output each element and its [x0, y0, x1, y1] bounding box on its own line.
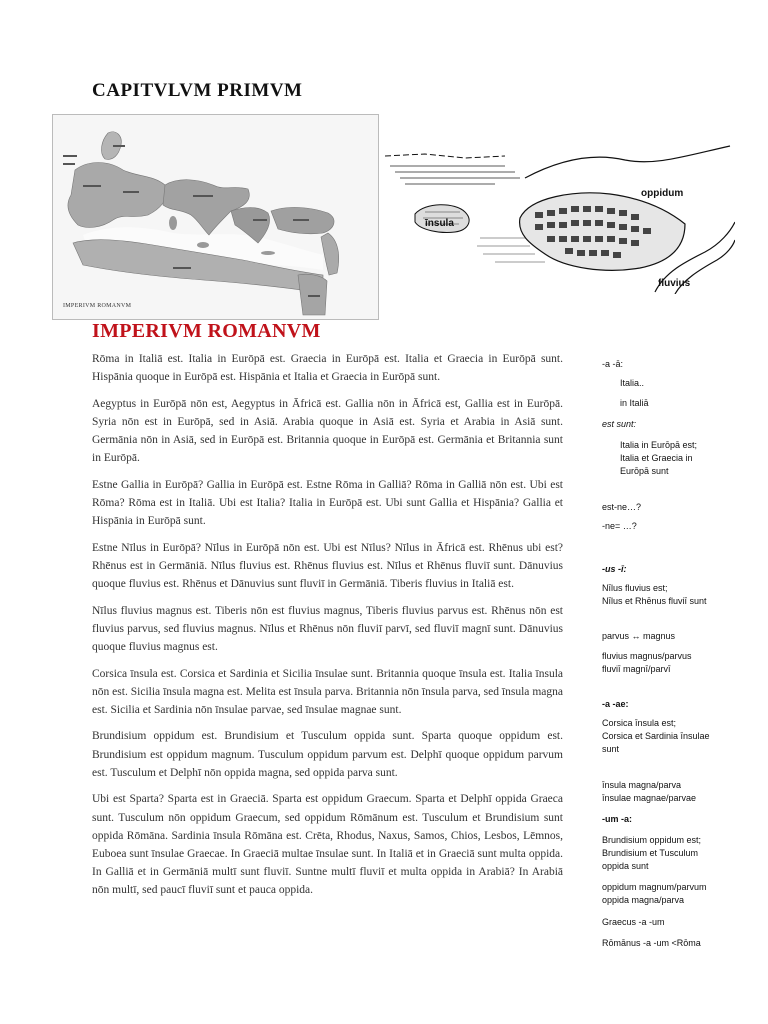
side-note: Italia.. [620, 378, 645, 388]
side-note: -ne= …? [602, 521, 637, 531]
paragraph: Estne Gallia in Eurōpā? Gallia in Eurōpā est. Estne Rōma in Galliā? Rōma in Galliā nōn est. Ubi est Rōma? Rōma est in Italiā. Ubi est Italia? Italia in Eurōpā est. Ubi sunt Gallia et Hispānia? Gallia et Hispānia in Eurōpā sunt. [92, 478, 563, 528]
side-note: oppida magna/parva [602, 895, 685, 905]
paragraph: Corsica īnsula est. Corsica et Sardinia et Sicilia īnsulae sunt. Britannia quoque īnsula est. Italia īnsula nōn est. Sicilia īnsula magna est. Melita est īnsula parva. Britannia nōn īnsula parva, sed īnsula magna est. Sicilia et Sardinia nōn īnsulae parvae, sed īnsulae magnae sunt. [92, 667, 563, 716]
side-note: Brundisium et Tusculum [602, 848, 699, 858]
label-insula: īnsula [425, 218, 454, 229]
town-island-river-sketch [385, 142, 735, 294]
side-note: in Italiā [620, 398, 649, 408]
side-note: Italia et Graecia in [620, 453, 693, 463]
side-note: -um -a: [602, 814, 632, 824]
side-note: fluviī magnī/parvī [602, 664, 671, 674]
section-title: IMPERIVM ROMANVM [92, 320, 321, 342]
label-oppidum: oppidum [641, 188, 684, 199]
paragraph: Rōma in Italiā est. Italia in Eurōpā est. Graecia in Eurōpā est. Italia et Graecia in Eurōpā sunt. Hispānia quoque in Eurōpā est. Hispānia et Italia et Graecia in Eurōpā sunt. [92, 353, 563, 384]
paragraph: Ubi est Sparta? Sparta est in Graeciā. Sparta est oppidum Graecum. Sparta et Delphī oppida Graeca sunt. Tusculum nōn oppidum Graecum, sed oppidum Rōmānum est. Tusculum et Brundisium sunt oppida Rōmāna. Sardinia īnsula Rōmāna est. Crēta, Rhodus, Naxus, Samos, Chios, Lesbos, Lēmnos, Euboea sunt īnsulae Graecae. In Graeciā multae īnsulae sunt. In Italiā et in Graeciā sunt multa oppida. In Galliā et in Germāniā multī sunt fluviī. Suntne multī fluviī et multa oppida in Arabiā? In Arabiā nōn multī, sed paucī fluviī sunt et pauca oppida. [92, 793, 563, 897]
side-note: Corsica īnsula est; [602, 718, 677, 728]
main-text [92, 350, 563, 908]
chapter-title: CAPITVLVM PRIMVM [92, 80, 303, 101]
side-note: parvus ↔ magnus [602, 631, 676, 641]
side-note: -us -ī: [602, 564, 627, 574]
side-note: est sunt: [602, 419, 637, 429]
side-note: est-ne…? [602, 502, 642, 512]
side-note: Rōmānus -a -um <Rōma [602, 938, 701, 948]
side-note: sunt [602, 744, 620, 754]
side-note: oppida sunt [602, 861, 649, 871]
side-note: -a -ae: [602, 699, 629, 709]
side-note: Corsica et Sardinia īnsulae [602, 731, 710, 741]
side-note: īnsulae magnae/parvae [602, 793, 697, 803]
side-note: Nīlus fluvius est; [602, 583, 668, 593]
roman-empire-map [52, 114, 379, 320]
side-note: Nīlus et Rhēnus fluviī sunt [602, 596, 707, 606]
paragraph: Estne Nīlus in Eurōpā? Nīlus in Eurōpā nōn est. Ubi est Nīlus? Nīlus in Āfricā est. Rhēnus ubi est? Rhēnus est in Germāniā. Nīlus fluvius est. Rhēnus fluvius est. Nīlus et Rhēnus fluviī sunt. Dānuvius quoque fluvius est. Rhēnus et Dānuvius sunt fluviī in Germāniā. Tiberis fluvius in Italiā est. [92, 541, 563, 591]
side-note: Graecus -a -um [602, 917, 665, 927]
side-note: fluvius magnus/parvus [602, 651, 692, 661]
label-fluvius: fluvius [658, 278, 691, 289]
paragraph: Nīlus fluvius magnus est. Tiberis nōn est fluvius magnus, Tiberis fluvius parvus est. Rhēnus nōn est fluvius parvus, sed fluvius magnus. Nīlus et Rhēnus nōn fluviī parvī, sed fluviī magnī sunt. Dānuvius quoque fluvius magnus est. [92, 604, 563, 654]
side-note: -a -ā: [602, 359, 624, 369]
map-caption: IMPERIVM ROMANVM [63, 303, 132, 309]
side-note: oppidum magnum/parvum [602, 882, 707, 892]
paragraph: Brundisium oppidum est. Brundisium et Tusculum oppida sunt. Sparta quoque oppidum est. Brundisium est oppidum magnum. Tusculum oppidum parvum est. Delphī quoque oppidum parvum est. Tusculum et Delphī nōn oppida magna, sed oppida parva sunt. [92, 730, 563, 779]
side-note: īnsula magna/parva [602, 780, 682, 790]
paragraph: Aegyptus in Eurōpā nōn est, Aegyptus in Āfricā est. Gallia nōn in Āfricā est, Gallia est in Eurōpā. Syria nōn est in Eurōpā, sed in Asiā. Arabia quoque in Asiā est. Syria et Arabia in Asiā sunt. Germānia nōn in Asiā, sed in Eurōpā est. Britannia quoque in Eurōpā est. Germānia et Britannia sunt in Eurōpā. [92, 397, 563, 465]
side-note: Brundisium oppidum est; [602, 835, 702, 845]
side-note: Italia in Eurōpā est; [620, 440, 698, 450]
side-note: Eurōpā sunt [620, 466, 669, 476]
